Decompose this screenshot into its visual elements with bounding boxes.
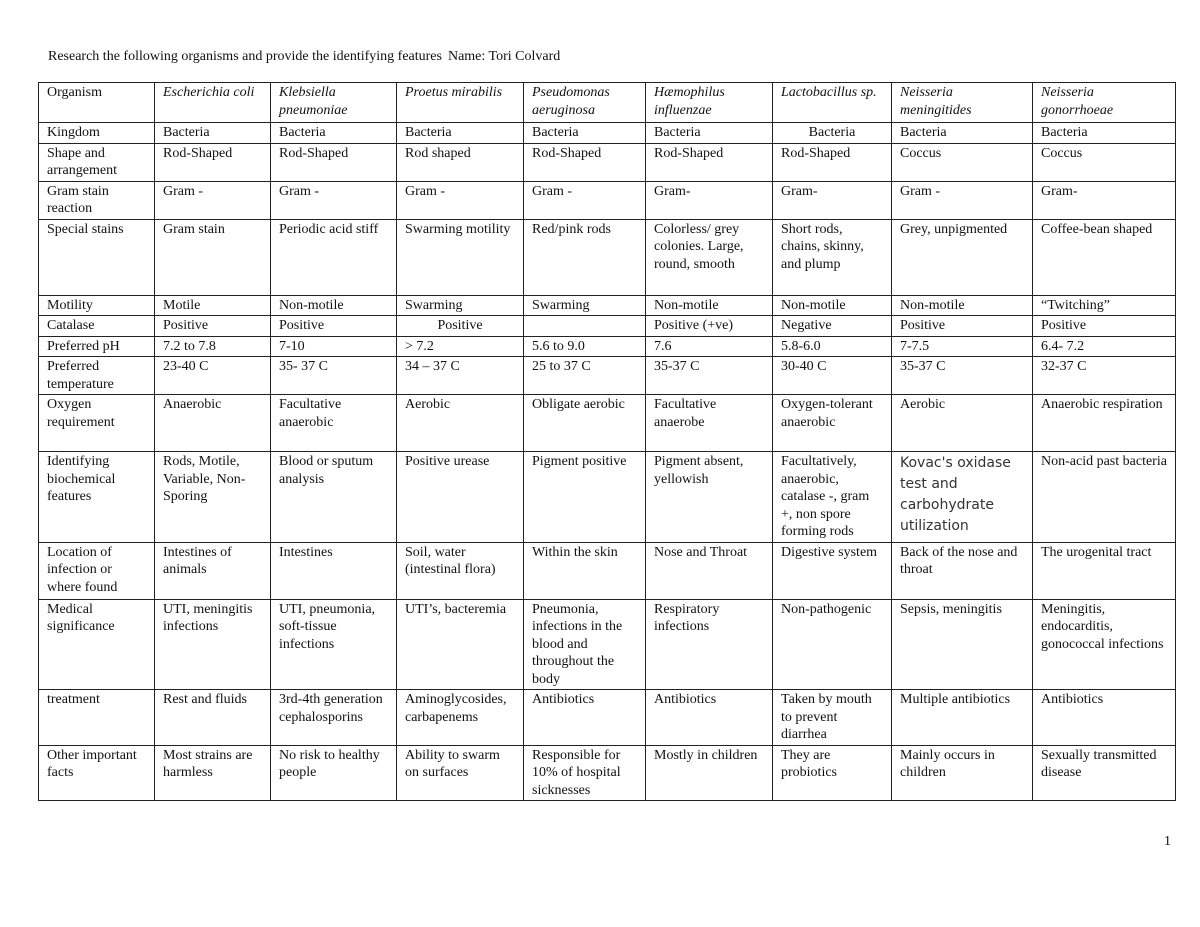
- table-cell: Bacteria: [155, 123, 271, 144]
- table-cell: Obligate aerobic: [524, 395, 646, 452]
- table-cell: Non-motile: [646, 295, 773, 316]
- table-cell: Oxygen-tolerant anaerobic: [773, 395, 892, 452]
- table-cell: Bacteria: [1033, 123, 1176, 144]
- table-cell: Pigment positive: [524, 452, 646, 543]
- table-cell: Gram -: [271, 181, 397, 219]
- table-row: [39, 745, 1176, 801]
- table-cell: Non-acid past bacteria: [1033, 452, 1176, 543]
- table-cell: “Twitching”: [1033, 295, 1176, 316]
- table-cell: 7.6: [646, 336, 773, 357]
- table-cell: Gram-: [646, 181, 773, 219]
- organism-header-cell: Proetus mirabilis: [397, 83, 524, 123]
- table-cell: Antibiotics: [1033, 690, 1176, 746]
- table-cell: Taken by mouth to prevent diarrhea: [773, 690, 892, 746]
- table-row: [39, 690, 1176, 746]
- table-row: [39, 219, 1176, 295]
- table-cell: Gram -: [892, 181, 1033, 219]
- table-cell: Motile: [155, 295, 271, 316]
- table-cell: Bacteria: [646, 123, 773, 144]
- table-cell: Intestines: [271, 542, 397, 599]
- row-label-cell: Preferred pH: [39, 336, 155, 357]
- row-label-cell: Shape and arrangement: [39, 143, 155, 181]
- table-cell: The urogenital tract: [1033, 542, 1176, 599]
- table-cell: Swarming: [524, 295, 646, 316]
- page-number: 1: [1164, 834, 1171, 849]
- table-cell: 23-40 C: [155, 357, 271, 395]
- table-cell: Rod-Shaped: [271, 143, 397, 181]
- table-cell: Coccus: [892, 143, 1033, 181]
- table-cell: Non-motile: [773, 295, 892, 316]
- table-cell: Nose and Throat: [646, 542, 773, 599]
- table-cell: Positive: [155, 316, 271, 337]
- table-cell: Sexually transmitted disease: [1033, 745, 1176, 801]
- table-cell: Aerobic: [397, 395, 524, 452]
- instruction-text: Research the following organisms and provide the identifying features: [48, 49, 442, 64]
- document-heading: [48, 48, 560, 66]
- organism-header-cell: Neisseria meningitides: [892, 83, 1033, 123]
- table-cell: 35- 37 C: [271, 357, 397, 395]
- table-cell: Coffee-bean shaped: [1033, 219, 1176, 295]
- table-cell: 5.8-6.0: [773, 336, 892, 357]
- table-cell: Meningitis, endocarditis, gonococcal infections: [1033, 599, 1176, 690]
- row-label-cell: treatment: [39, 690, 155, 746]
- organism-header-cell: Neisseria gonorrhoeae: [1033, 83, 1176, 123]
- organism-header-cell: Escherichia coli: [155, 83, 271, 123]
- table-row: [39, 316, 1176, 337]
- row-label-cell: Special stains: [39, 219, 155, 295]
- table-cell: No risk to healthy people: [271, 745, 397, 801]
- table-cell: Sepsis, meningitis: [892, 599, 1033, 690]
- row-label-cell: Gram stain reaction: [39, 181, 155, 219]
- student-name: Name: Tori Colvard: [447, 49, 561, 64]
- table-cell: Negative: [773, 316, 892, 337]
- table-header-row: [39, 83, 1176, 123]
- row-label-cell: Other important facts: [39, 745, 155, 801]
- table-cell: 25 to 37 C: [524, 357, 646, 395]
- table-cell: Short rods, chains, skinny, and plump: [773, 219, 892, 295]
- table-cell: Gram -: [397, 181, 524, 219]
- table-cell: They are probiotics: [773, 745, 892, 801]
- table-cell: Kovac's oxidase test and carbohydrate utilization: [892, 452, 1033, 543]
- row-label-cell: Identifying biochemical features: [39, 452, 155, 543]
- table-cell: Positive urease: [397, 452, 524, 543]
- table-row: [39, 336, 1176, 357]
- row-label-cell: Catalase: [39, 316, 155, 337]
- table-cell: 30-40 C: [773, 357, 892, 395]
- table-cell: Responsible for 10% of hospital sicknesses: [524, 745, 646, 801]
- table-cell: Most strains are harmless: [155, 745, 271, 801]
- table-cell: 32-37 C: [1033, 357, 1176, 395]
- table-cell: Periodic acid stiff: [271, 219, 397, 295]
- row-label-cell: Location of infection or where found: [39, 542, 155, 599]
- table-cell: Bacteria: [524, 123, 646, 144]
- table-row: [39, 452, 1176, 543]
- table-cell: Pneumonia, infections in the blood and throughout the body: [524, 599, 646, 690]
- table-cell: Gram -: [155, 181, 271, 219]
- table-cell: Bacteria: [892, 123, 1033, 144]
- table-cell: Gram stain: [155, 219, 271, 295]
- table-cell: Facultative anaerobic: [271, 395, 397, 452]
- table-cell: 7.2 to 7.8: [155, 336, 271, 357]
- table-cell: Rod-Shaped: [646, 143, 773, 181]
- table-cell: Rod-Shaped: [155, 143, 271, 181]
- row-label-cell: Oxygen requirement: [39, 395, 155, 452]
- row-label-cell: Kingdom: [39, 123, 155, 144]
- table-cell: 6.4- 7.2: [1033, 336, 1176, 357]
- organism-header-cell: Lactobacillus sp.: [773, 83, 892, 123]
- header-label-cell: Organism: [39, 83, 155, 123]
- table-cell: Non-motile: [271, 295, 397, 316]
- table-cell: UTI, meningitis infections: [155, 599, 271, 690]
- table-cell: Gram-: [773, 181, 892, 219]
- table-cell: Blood or sputum analysis: [271, 452, 397, 543]
- table-cell: Antibiotics: [524, 690, 646, 746]
- table-cell: Rod-Shaped: [524, 143, 646, 181]
- table-cell: Facultatively, anaerobic, catalase -, gram +, non spore forming rods: [773, 452, 892, 543]
- row-label-cell: Medical significance: [39, 599, 155, 690]
- table-row: [39, 181, 1176, 219]
- table-row: [39, 599, 1176, 690]
- table-cell: Gram -: [524, 181, 646, 219]
- table-cell: Bacteria: [397, 123, 524, 144]
- table-cell: Bacteria: [773, 123, 892, 144]
- table-cell: [524, 316, 646, 337]
- table-cell: Aerobic: [892, 395, 1033, 452]
- table-cell: Grey, unpigmented: [892, 219, 1033, 295]
- table-cell: Mostly in children: [646, 745, 773, 801]
- table-cell: Within the skin: [524, 542, 646, 599]
- table-cell: Anaerobic: [155, 395, 271, 452]
- table-cell: Swarming: [397, 295, 524, 316]
- table-cell: Red/pink rods: [524, 219, 646, 295]
- table-row: [39, 123, 1176, 144]
- table-cell: 35-37 C: [892, 357, 1033, 395]
- table-cell: Positive: [892, 316, 1033, 337]
- table-cell: Rod-Shaped: [773, 143, 892, 181]
- table-cell: 3rd-4th generation cephalosporins: [271, 690, 397, 746]
- organism-table: [38, 82, 1176, 801]
- table-cell: Positive: [1033, 316, 1176, 337]
- table-cell: Non-motile: [892, 295, 1033, 316]
- row-label-cell: Motility: [39, 295, 155, 316]
- table-cell: Swarming motility: [397, 219, 524, 295]
- table-cell: Positive (+ve): [646, 316, 773, 337]
- organism-header-cell: Pseudomonas aeruginosa: [524, 83, 646, 123]
- table-cell: Rod shaped: [397, 143, 524, 181]
- table-cell: > 7.2: [397, 336, 524, 357]
- row-label-cell: Preferred temperature: [39, 357, 155, 395]
- table-cell: Ability to swarm on surfaces: [397, 745, 524, 801]
- table-cell: Rods, Motile, Variable, Non-Sporing: [155, 452, 271, 543]
- table-cell: Back of the nose and throat: [892, 542, 1033, 599]
- table-cell: Soil, water (intestinal flora): [397, 542, 524, 599]
- organism-header-cell: Klebsiella pneumoniae: [271, 83, 397, 123]
- table-row: [39, 143, 1176, 181]
- table-cell: Pigment absent, yellowish: [646, 452, 773, 543]
- table-cell: 7-10: [271, 336, 397, 357]
- table-cell: 34 – 37 C: [397, 357, 524, 395]
- table-cell: Coccus: [1033, 143, 1176, 181]
- table-cell: Bacteria: [271, 123, 397, 144]
- table-cell: Colorless/ grey colonies. Large, round, smooth: [646, 219, 773, 295]
- table-cell: 35-37 C: [646, 357, 773, 395]
- table-cell: Intestines of animals: [155, 542, 271, 599]
- table-row: [39, 295, 1176, 316]
- table-cell: Rest and fluids: [155, 690, 271, 746]
- table-row: [39, 395, 1176, 452]
- organism-header-cell: Hæmophilus influenzae: [646, 83, 773, 123]
- table-row: [39, 357, 1176, 395]
- table-cell: 5.6 to 9.0: [524, 336, 646, 357]
- table-cell: Multiple antibiotics: [892, 690, 1033, 746]
- table-cell: Digestive system: [773, 542, 892, 599]
- table-cell: Non-pathogenic: [773, 599, 892, 690]
- table-cell: 7-7.5: [892, 336, 1033, 357]
- table-row: [39, 542, 1176, 599]
- table-cell: UTI’s, bacteremia: [397, 599, 524, 690]
- table-cell: Mainly occurs in children: [892, 745, 1033, 801]
- table-cell: UTI, pneumonia, soft-tissue infections: [271, 599, 397, 690]
- table-cell: Aminoglycosides, carbapenems: [397, 690, 524, 746]
- table-cell: Positive: [271, 316, 397, 337]
- table-cell: Gram-: [1033, 181, 1176, 219]
- table-cell: Anaerobic respiration: [1033, 395, 1176, 452]
- table-cell: Positive: [397, 316, 524, 337]
- table-cell: Antibiotics: [646, 690, 773, 746]
- table-cell: Respiratory infections: [646, 599, 773, 690]
- table-cell: Facultative anaerobe: [646, 395, 773, 452]
